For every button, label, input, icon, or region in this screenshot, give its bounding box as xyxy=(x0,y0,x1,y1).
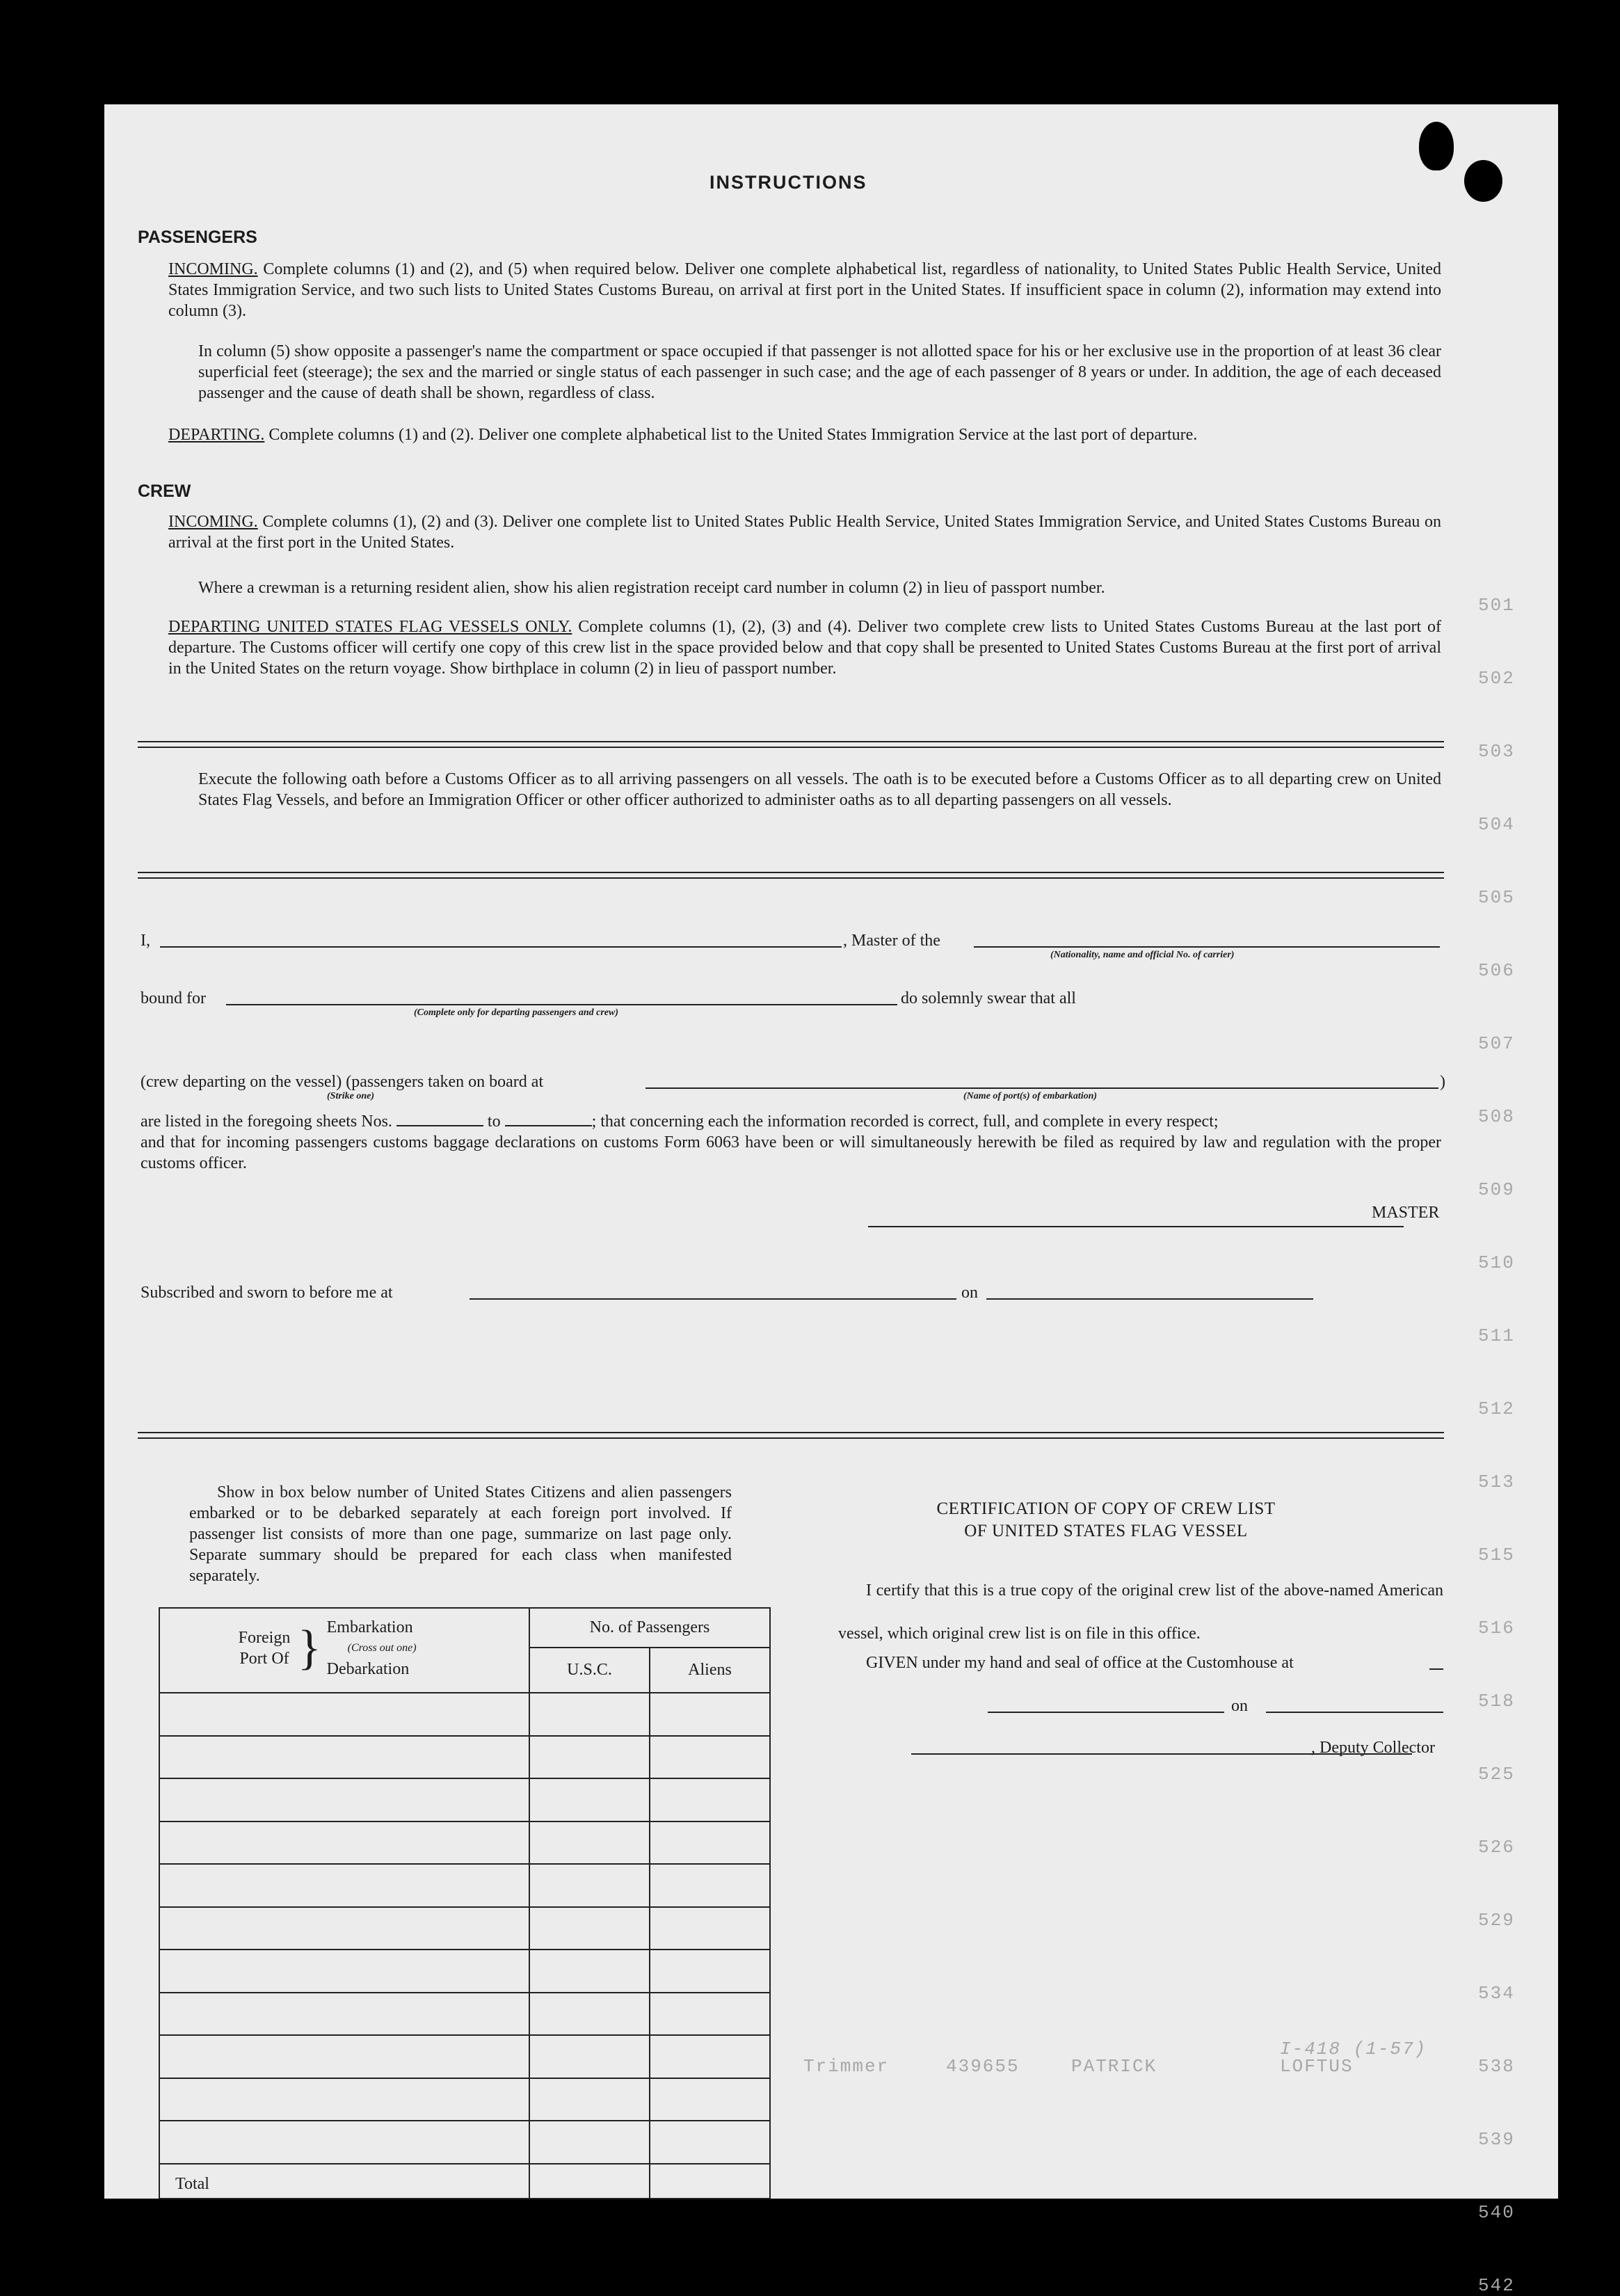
summary-aliens-cell[interactable] xyxy=(650,1736,770,1779)
num-passengers-label: No. of Passengers xyxy=(530,1609,769,1648)
summary-usc-cell[interactable] xyxy=(529,1778,650,1821)
customhouse-field[interactable] xyxy=(1429,1668,1443,1670)
oath-listed-line1 xyxy=(141,1111,1441,1132)
crew-departing-label: DEPARTING UNITED STATES FLAG VESSELS ONLY. xyxy=(168,618,572,636)
crew-incoming-label: INCOMING. xyxy=(168,513,258,531)
bleed-row-number: 534 xyxy=(1478,1983,1515,2004)
summary-usc-cell[interactable] xyxy=(529,1864,650,1907)
ink-blot xyxy=(1464,160,1502,202)
master-name-field[interactable] xyxy=(160,946,842,948)
bleed-row-given: PATRICK xyxy=(1071,2056,1157,2077)
bleed-row-number: 512 xyxy=(1478,1398,1515,1419)
sworn-date-field[interactable] xyxy=(986,1298,1313,1300)
oath-crew-departing: (crew departing on the vessel) (passengers taken on board at xyxy=(141,1073,544,1091)
bleed-row-number: 502 xyxy=(1478,668,1515,689)
oath-i-label: I, xyxy=(141,932,150,950)
sworn-on-label: on xyxy=(961,1284,978,1302)
bleed-row-number: 526 xyxy=(1478,1837,1515,1858)
summary-usc-cell[interactable] xyxy=(529,2121,650,2164)
summary-usc-cell[interactable] xyxy=(529,2078,650,2121)
summary-row xyxy=(159,2035,770,2078)
summary-row xyxy=(159,1907,770,1950)
certification-title-1: CERTIFICATION OF COPY OF CREW LIST xyxy=(936,1499,1276,1518)
master-label: MASTER xyxy=(1372,1204,1440,1222)
deputy-collector-label: , Deputy Collector xyxy=(1311,1739,1435,1757)
summary-usc-cell[interactable] xyxy=(529,1993,650,2036)
bound-for-field[interactable] xyxy=(226,1004,897,1005)
summary-usc-cell[interactable] xyxy=(529,1950,650,1993)
summary-port-cell[interactable] xyxy=(159,1736,529,1779)
passengers-departing-text: Complete columns (1) and (2). Deliver one complete alphabetical list to the United States Immigration Service at the last port of departure. xyxy=(268,426,1198,444)
crew-incoming-p1 xyxy=(168,511,1441,553)
customhouse-place-field[interactable] xyxy=(988,1712,1224,1713)
sheet-to-field[interactable] xyxy=(505,1125,592,1126)
bleed-row-number: 508 xyxy=(1478,1106,1515,1127)
summary-port-cell[interactable] xyxy=(159,1950,529,1993)
bleed-row-number: 525 xyxy=(1478,1764,1515,1785)
crew-heading: CREW xyxy=(138,481,191,501)
carrier-field[interactable] xyxy=(974,946,1440,948)
passenger-summary-table xyxy=(159,1607,771,2199)
bleed-row-number: 542 xyxy=(1478,2275,1515,2296)
summary-usc-cell[interactable] xyxy=(529,1821,650,1865)
bleed-row-number: 507 xyxy=(1478,1033,1515,1054)
oath-swear: do solemnly swear that all xyxy=(901,989,1076,1007)
bleed-row-name: LOFTUS xyxy=(1280,2056,1354,2077)
summary-usc-cell[interactable] xyxy=(529,1736,650,1779)
form-page xyxy=(104,104,1558,2296)
oath-bound-for: bound for xyxy=(141,989,206,1007)
summary-port-cell[interactable] xyxy=(159,1778,529,1821)
oath-intro: Execute the following oath before a Customs Officer as to all arriving passengers on all vessels. The oath is to be executed before a Customs Officer as to all departing crew on United States Flag Vessels, and before an Immigration Officer or other officer authorized to administer oaths as to all departing passengers on all vessels. xyxy=(198,770,1441,809)
bound-caption: (Complete only for departing passengers and crew) xyxy=(414,1007,618,1018)
embark-debark-labels xyxy=(327,1617,417,1680)
summary-aliens-cell[interactable] xyxy=(650,2035,770,2078)
passengers-heading: PASSENGERS xyxy=(138,228,257,247)
bleed-row-number: 516 xyxy=(1478,1618,1515,1639)
bleed-row-number: 538 xyxy=(1478,2056,1515,2077)
ports-field[interactable] xyxy=(645,1087,1438,1089)
oath-listed-3: and that for incoming passengers customs baggage declarations on customs Form 6063 have been or will simultaneously herewith be filed as required by law and regulation with the proper customs officer. xyxy=(141,1133,1441,1172)
bleed-row-number: 511 xyxy=(1478,1325,1515,1346)
passengers-incoming-p2: In column (5) show opposite a passenger's name the compartment or space occupied if that passenger is not allotted space for his or her exclusive use in the proportion of at least 36 clear superficial feet (steerage); the sex and the married or single status of each passenger in such case; and the age of each passenger of 8 years or under. In addition, the age of each deceased passenger and the cause of death shall be shown, regardless of class. xyxy=(198,342,1441,402)
summary-aliens-cell[interactable] xyxy=(650,1778,770,1821)
summary-aliens-cell[interactable] xyxy=(650,1907,770,1950)
summary-row xyxy=(159,1993,770,2036)
crew-departing-text: Complete columns (1), (2), (3) and (4). Deliver two complete crew lists to United States Customs Bureau at the last port of departure. The Customs officer will certify one copy of this crew list in the space provided below and that copy shall be presented to United States Customs Bureau at the first port of arrival in the United States on the return voyage. Show birthplace in column (2) in lieu of passport number. xyxy=(168,618,1442,678)
summary-port-cell[interactable] xyxy=(159,1993,529,2036)
section-divider xyxy=(138,872,1444,879)
summary-row xyxy=(159,1693,770,1736)
certification-title-2: OF UNITED STATES FLAG VESSEL xyxy=(964,1522,1248,1540)
bleed-row-number: 513 xyxy=(1478,1472,1515,1492)
section-divider xyxy=(138,1432,1444,1439)
summary-row xyxy=(159,1778,770,1821)
form-number: I-418 (1-57) xyxy=(1280,2039,1427,2059)
usc-label: U.S.C. xyxy=(530,1648,650,1692)
subscribed-label: Subscribed and sworn to before me at xyxy=(141,1284,393,1302)
cross-out-caption: (Cross out one) xyxy=(347,1642,417,1654)
summary-usc-cell[interactable] xyxy=(529,1907,650,1950)
summary-usc-cell[interactable] xyxy=(529,1693,650,1736)
bleed-row-number: 505 xyxy=(1478,887,1515,908)
summary-text: Show in box below number of United States Citizens and alien passengers embarked or to be debarked separately at each foreign port involved. If passenger list consists of more than one page, summarize on last page only. Separate summary should be prepared for each class when manifested separately. xyxy=(189,1483,732,1585)
summary-row xyxy=(159,1864,770,1907)
section-divider xyxy=(138,741,1444,748)
passengers-departing-label: DEPARTING. xyxy=(168,426,265,444)
summary-usc-cell[interactable] xyxy=(529,2035,650,2078)
certification-text: I certify that this is a true copy of the original crew list of the above-named American vessel, which original crew list is on file in this office. xyxy=(838,1581,1443,1643)
port-header-cell xyxy=(159,1608,529,1693)
summary-port-cell[interactable] xyxy=(159,2078,529,2121)
aliens-label: Aliens xyxy=(688,1661,732,1679)
summary-aliens-cell[interactable] xyxy=(650,1693,770,1736)
summary-aliens-cell[interactable] xyxy=(650,2078,770,2121)
summary-aliens-cell[interactable] xyxy=(650,1864,770,1907)
bleed-row-number: 506 xyxy=(1478,960,1515,981)
summary-total-aliens[interactable] xyxy=(650,2164,770,2199)
oath-listed-2: ; that concerning each the information recorded is correct, full, and complete in every respect; xyxy=(591,1113,1219,1131)
summary-aliens-cell[interactable] xyxy=(650,2121,770,2164)
summary-aliens-cell[interactable] xyxy=(650,1993,770,2036)
brace: } xyxy=(298,1621,321,1675)
ports-caption: (Name of port(s) of embarkation) xyxy=(963,1091,1098,1101)
passengers-incoming-p1 xyxy=(168,259,1441,321)
sworn-place-field[interactable] xyxy=(470,1298,956,1300)
passengers-incoming-text: Complete columns (1) and (2), and (5) when required below. Deliver one complete alphabetical list, regardless of nationality, to United States Public Health Service, United States Immigration Service, and two such lists to United States Customs Bureau, on arrival at first port in the United States. If insufficient space in column (2), information may extend into column (3). xyxy=(168,260,1442,320)
summary-aliens-cell[interactable] xyxy=(650,1950,770,1993)
certification-on-label: on xyxy=(1231,1697,1248,1715)
carrier-caption: (Nationality, name and official No. of carrier) xyxy=(1050,950,1235,960)
summary-row xyxy=(159,1736,770,1779)
certification-date-field[interactable] xyxy=(1266,1712,1443,1713)
num-passengers-header xyxy=(529,1608,770,1693)
summary-total-usc[interactable] xyxy=(529,2164,650,2199)
foreign-port-label: Foreign Port Of xyxy=(238,1629,291,1668)
summary-port-cell[interactable] xyxy=(159,1821,529,1865)
bleed-row-number: 504 xyxy=(1478,814,1515,835)
oath-master-of: , Master of the xyxy=(843,932,940,950)
summary-port-cell[interactable] xyxy=(159,1693,529,1736)
summary-total-row xyxy=(159,2164,770,2199)
oath-listed-1: are listed in the foregoing sheets Nos. xyxy=(141,1113,392,1131)
crew-incoming-p2: Where a crewman is a returning resident alien, show his alien registration receipt card number in column (2) in lieu of passport number. xyxy=(198,579,1105,597)
summary-port-cell[interactable] xyxy=(159,1907,529,1950)
master-signature-field[interactable] xyxy=(868,1226,1404,1227)
strike-one-caption: (Strike one) xyxy=(327,1091,375,1101)
summary-row xyxy=(159,1950,770,1993)
page-title: INSTRUCTIONS xyxy=(709,172,867,193)
summary-port-cell[interactable] xyxy=(159,2121,529,2164)
bleed-row-rating: Trimmer xyxy=(803,2056,890,2077)
bleed-row-number: 529 xyxy=(1478,1910,1515,1931)
embarkation-label: Embarkation xyxy=(326,1618,413,1636)
summary-row xyxy=(159,2078,770,2121)
summary-port-cell[interactable] xyxy=(159,2035,529,2078)
ink-blot xyxy=(1419,122,1454,170)
bleed-row-number: 540 xyxy=(1478,2202,1515,2223)
summary-row xyxy=(159,1821,770,1865)
debarkation-label: Debarkation xyxy=(326,1660,410,1678)
summary-total-label: Total xyxy=(159,2164,529,2199)
oath-listed-to: to xyxy=(487,1113,501,1131)
bleed-row-number: 515 xyxy=(1478,1545,1515,1565)
oath-close-paren: ) xyxy=(1440,1073,1445,1091)
passengers-incoming-label: INCOMING. xyxy=(168,260,258,278)
certification-given: GIVEN under my hand and seal of office at the Customhouse at xyxy=(866,1654,1294,1672)
bleed-row-number: 501 xyxy=(1478,595,1515,616)
summary-aliens-cell[interactable] xyxy=(650,1821,770,1865)
summary-port-cell[interactable] xyxy=(159,1864,529,1907)
bleed-row-number: 510 xyxy=(1478,1252,1515,1273)
bleed-row-number: 509 xyxy=(1478,1179,1515,1200)
bleed-row-number: 539 xyxy=(1478,2129,1515,2150)
crew-departing xyxy=(168,616,1441,679)
summary-row xyxy=(159,2121,770,2164)
sheet-from-field[interactable] xyxy=(396,1125,483,1126)
bleed-row-cert: 439655 xyxy=(946,2056,1020,2077)
passengers-departing xyxy=(168,424,1441,445)
bleed-row-number: 503 xyxy=(1478,741,1515,762)
crew-incoming-text: Complete columns (1), (2) and (3). Deliver one complete list to United States Public Health Service, United States Immigration Service, and United States Customs Bureau on arrival at the first port in the United States. xyxy=(168,513,1442,552)
bleed-row-number: 518 xyxy=(1478,1691,1515,1712)
